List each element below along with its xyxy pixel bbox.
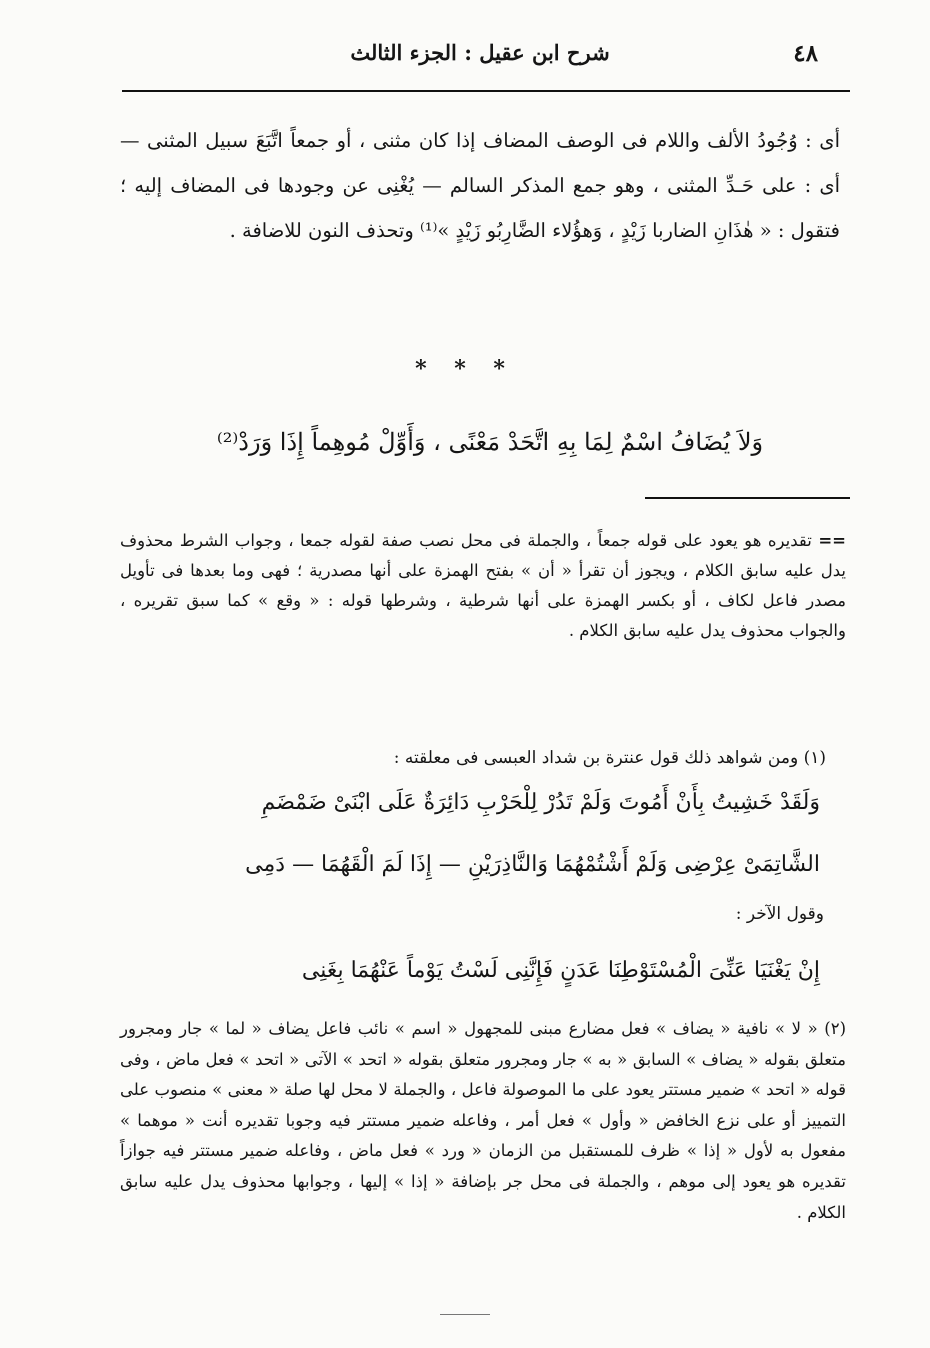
header-rule bbox=[122, 90, 850, 92]
section-separator: * * * bbox=[415, 356, 515, 382]
continuation-paragraph bbox=[120, 526, 846, 646]
poem-line-1: وَلَقَدْ خَشِيتُ بِأَنْ أَمُوتَ وَلَمْ تَدُرْ لِلْحَرْبِ دَائِرَةٌ عَلَى ابْنَىْ ضَمْضَمِ bbox=[261, 790, 820, 815]
alfiya-verse: وَلاَ يُضَافُ اسْمٌ لِمَا بِهِ اتَّحَدْ مَعْنًى ، وَأَوِّلْ مُوهِماً إِذَا وَرَدْ⁽²⁾ bbox=[216, 428, 764, 456]
footnote-rule bbox=[645, 497, 850, 499]
note-2 bbox=[120, 1014, 846, 1228]
poem-intro-2: وقول الآخر : bbox=[735, 904, 824, 924]
footnote-continuation bbox=[120, 526, 846, 646]
page-number: ٤٨ bbox=[793, 40, 818, 67]
main-text bbox=[120, 118, 840, 253]
running-title: شرح ابن عقيل : الجزء الثالث bbox=[350, 40, 610, 65]
continuation-text: تقديره هو يعود على قوله جمعاً ، والجملة فى محل نصب صفة لقوله جمعا ، وجواب الشرط محذوف يدل عليه سابق الكلام ، ويجوز أن تقرأ « أن » بفتح الهمزة على أنها مصدرية ؛ فهى وما بعدها فى تأويل مصدر فاعل لكاف ، أو بكسر الهمزة على أنها شرطية ، وشرطها قوله : « وقع » كما سبق تقريره ، والجواب محذوف يدل عليه سابق الكلام . bbox=[120, 531, 846, 640]
paragraph-1: أى : وُجُودُ الألف واللام فى الوصف المضاف إذا كان مثنى ، أو جمعاً اتَّبَعَ سبيل المثنى — أى : على حَـدِّ المثنى ، وهو جمع المذكر السالم — يُغْنِى عن وجودها فى المضاف إليه ؛ فتقول : « هٰذَانِ الضاربا زَيْدٍ ، وَهؤُلاء الضَّارِبُو زَيْدٍ »⁽¹⁾ وتحذف النون للاضافة . bbox=[120, 129, 840, 242]
poem-line-3: إِنْ يَغْنَيَا عَنِّىَ الْمُسْتَوْطِنَا عَدَنٍ فَإِنَّنِى لَسْتُ يَوْماً عَنْهُمَا بِغَنِى bbox=[301, 958, 820, 983]
poem-line-2: الشَّاتِمَىْ عِرْضِى وَلَمْ أَشْتُمْهُمَا وَالنَّاذِرَيْنِ — إِذَا لَمَ الْقَهُمَا — دَمِى bbox=[245, 852, 820, 877]
continuation-mark: == bbox=[818, 531, 846, 550]
note-1-intro: (١) ومن شواهد ذلك قول عنترة بن شداد العبسى فى معلقته : bbox=[393, 748, 826, 768]
bottom-mark bbox=[440, 1314, 490, 1315]
note-2-text: (٢) « لا » نافية « يضاف » فعل مضارع مبنى للمجهول « اسم » نائب فاعل يضاف « لما » جار ومجرور متعلق بقوله « يضاف » السابق « به » جار ومجرور متعلق بقوله « اتحد » الآتى « اتحد » فعل ماض ، وفى قوله « اتحد » ضمير مستتر يعود على ما الموصولة فاعل ، والجملة لا محل لها صلة « معنى » منصوب على التمييز أو على نزع الخافض « وأول » فعل أمر ، وفاعله ضمير مستتر فيه وجوبا تقديره أنت « موهما » مفعول به لأول « إذا » ظرف للمستقبل من الزمان « ورد » فعل ماض ، وفاعله ضمير مستتر فيه جوازاً تقديره هو يعود إلى موهم ، والجملة فى محل جر بإضافة « إذا » إليها ، وجوابها محذوف يدل عليه سابق الكلام . bbox=[120, 1019, 846, 1222]
